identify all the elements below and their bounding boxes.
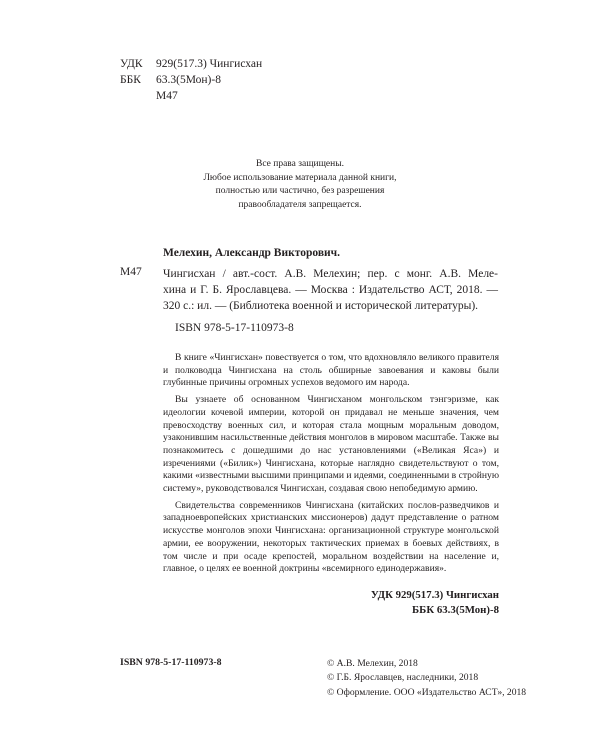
annotation-paragraph: Свидетельства современников Чингисхана (китайских послов-разведчиков и западноевропейских христианских миссионеров) дадут представление о ратном искусстве монголов эпохи Чингисхана: организационной структуре монгольской армии, ее вооружении, некоторых тактических приемах в боевых действиях, в том числе и при осаде крепостей, моральном воздействии на население и, главное, о целях ее военной доктрины «всемирного единодержавия». [163,499,499,575]
author-mark-left: М47 [120,266,142,278]
rights-line: полностью или частично, без разрешения [215,186,385,196]
annotation-paragraph: Вы узнаете об основанном Чингисханом монгольском тэнгэризме, как идеологии кочевой империи, которой он придавал не меньше значения, чем превосходству военных сил, и которая стала мощным моральным доводом, узаконившим насильственные действия монголов в мировом масштабе. Также вы познакомитесь с дошедшими до нас установлениями («Великая Яса») и изречениями («Билик») Чингисхана, которые наглядно свидетельствуют о том, какими «известными высшими принципами и идеями, соединенными в стройную систему», руководствовался Чингисхан, создавая свою непобедимую армию. [163,394,499,495]
annotation-paragraph: В книге «Чингисхан» повествуется о том, что вдохновляло великого правителя и полководца Чингисхана на столь обширные завоевания и каковы были глубинные причины огромных успехов ведомого им народа. [163,352,499,389]
udk-summary: УДК 929(517.3) Чингисхан [370,589,499,601]
rights-notice [0,158,600,212]
udk-value: 929(517.3) Чингисхан [156,58,263,70]
classification-block [120,56,262,104]
footer-isbn: ISBN 978-5-17-110973-8 [120,657,222,668]
udk-label: УДК [120,58,143,70]
bbk-summary: ББК 63.3(5Мон)-8 [412,603,499,616]
bibliographic-description [163,266,498,315]
author-heading: Мелехин, Александр Викторович. [163,247,341,259]
rights-line: Любое использование материала данной книги, [203,172,397,183]
biblio-line: 320 с.: ил. — (Библиотека военной и исторической литературы). [163,300,479,313]
annotation [163,352,499,580]
bbk-value: 63.3(5Мон)-8 [156,74,221,86]
author-mark: М47 [156,90,178,102]
biblio-line: хина и Г. Б. Ярославцева. — Москва : Издательство АСТ, 2018. — [163,284,498,297]
bbk-label: ББК [120,74,141,86]
isbn-line: ISBN 978-5-17-110973-8 [175,322,294,334]
biblio-line: Чингисхан / авт.-сост. А.В. Мелехин; пер. с монг. А.В. Меле- [163,268,498,280]
rights-line: Все права защищены. [255,159,344,169]
copyright-line: © Оформление. ООО «Издательство АСТ», 2018 [327,686,527,698]
rights-line: правообладателя запрещается. [238,199,362,210]
copyright-line: © А.В. Мелехин, 2018 [327,658,418,669]
copyright-line: © Г.Б. Ярославцев, наследники, 2018 [327,672,479,684]
udk-bbk-summary [300,588,499,617]
copyright-block [327,657,526,700]
